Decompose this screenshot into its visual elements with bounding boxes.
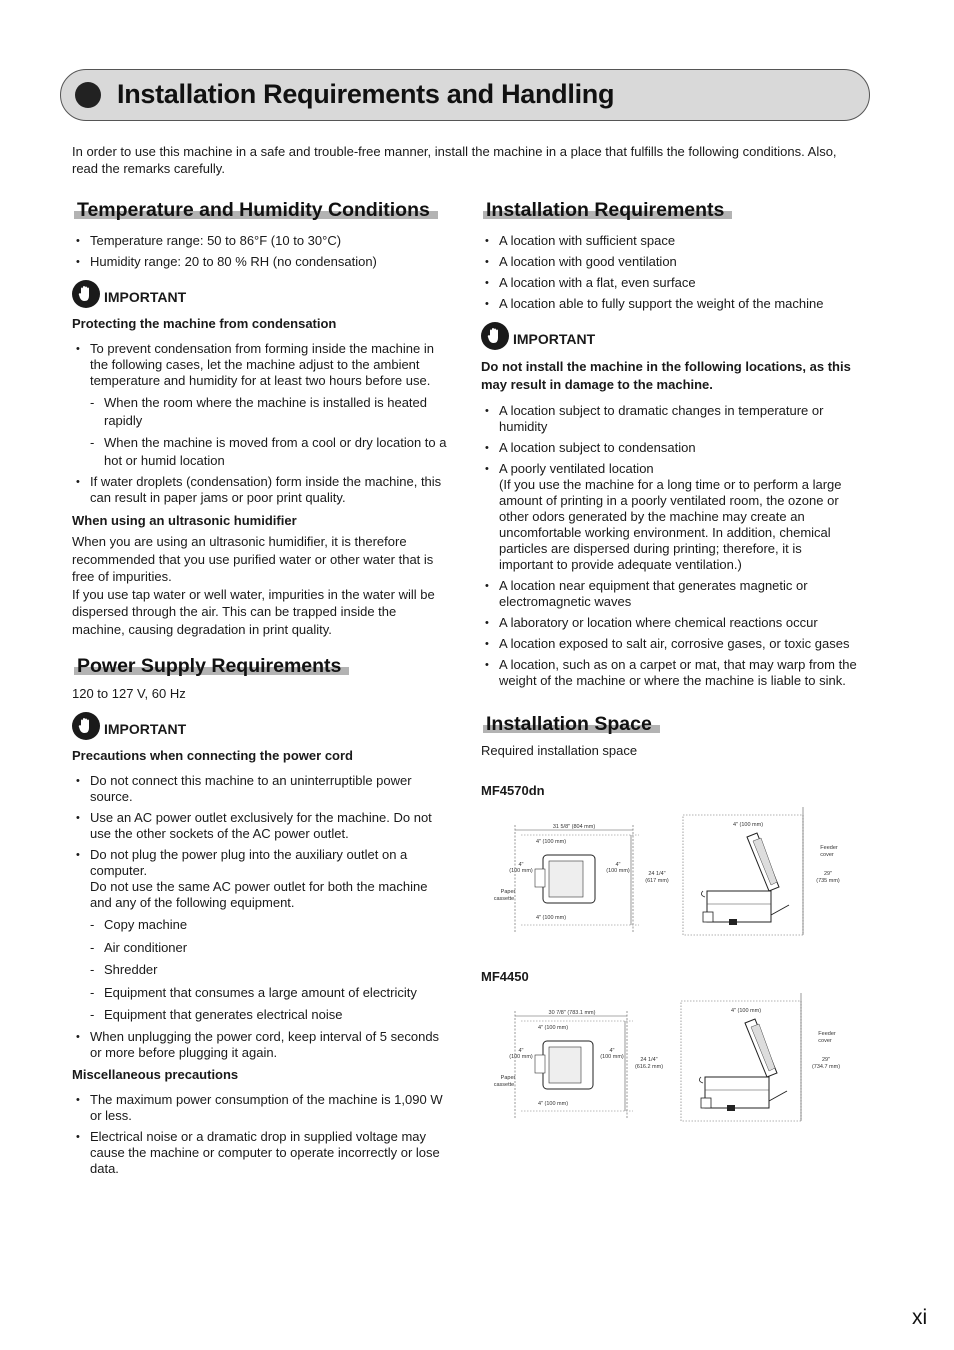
subheading-do-not-install: Do not install the machine in the following locations, as this may result in damage to the machine. [481,359,851,392]
list-item: • A location exposed to salt air, corrosive gases, or toxic gases [481,636,859,652]
width-label: 31 5/8" (804 mm) [552,824,596,830]
feeder-cover-label: Feeder [818,1031,836,1037]
feeder-cover-label: Feeder [820,845,838,851]
model-name-mf4450: MF4450 [481,969,529,984]
dash-item: - Shredder [90,961,450,979]
width-label: 30 7/8" (783.1 mm) [548,1010,596,1016]
condensation-list [72,341,450,506]
list-item-note: (If you use the machine for a long time or to perform a large amount of printing in a poorly ventilated room, the ozone or other odors generated by the machine may create an uncomfortable working environment. In addition, chemical particles are dispersed during printing; therefore, it is important to provide adequate ventilation.) [499,477,842,572]
left-column [72,199,450,1182]
paper-cassette-label: Paper [500,889,516,895]
clearance-right-mm: (100 mm) [606,868,630,874]
right-column [481,199,859,1128]
dash-item: - Copy machine [90,916,450,934]
important-callout [481,322,859,350]
paper-cassette-label-2: cassette [493,896,515,902]
intro-paragraph: In order to use this machine in a safe and trouble-free manner, install the machine in a place that fulfills the following conditions. Also, read the remarks carefully. [72,144,837,176]
paper-cassette-label-2: cassette [493,1082,515,1088]
list-item: • A location subject to dramatic changes in temperature or humidity [481,403,859,435]
list-item: • A location with a flat, even surface [481,275,859,291]
height-label-mm: (735 mm) [816,878,840,884]
list-item: • A location, such as on a carpet or mat, that may warp from the weight of the machine or where the machine is liable to sink. [481,657,859,689]
hand-stop-icon [72,712,100,740]
clearance-right-in: 4" [609,1048,615,1054]
list-item-text: Do not use the same AC power outlet for both the machine and any of the following equipment. [90,879,428,910]
hand-stop-icon [481,322,509,350]
height-label-mm: (734.7 mm) [811,1064,841,1070]
important-callout [72,712,450,740]
list-item: • Temperature range: 50 to 86°F (10 to 30°C) [72,233,450,249]
list-item: • Humidity range: 20 to 80 % RH (no condensation) [72,254,450,270]
dash-list [90,394,450,469]
title-bar [60,69,870,121]
installation-diagram-mf4450 [481,993,861,1128]
power-cord-list [72,773,450,1061]
list-item: • A location with sufficient space [481,233,859,249]
clearance-label-top: 4" (100 mm) [535,839,567,845]
section-heading-temperature: Temperature and Humidity Conditions [72,202,438,219]
feeder-cover-label-2: cover [818,1038,832,1044]
voltage-text: 120 to 127 V, 60 Hz [72,686,186,701]
dash-item: - Air conditioner [90,939,450,957]
paper-cassette-label: Paper [500,1075,516,1081]
model-name-mf4570dn: MF4570dn [481,783,545,798]
list-item: • Use an AC power outlet exclusively for the machine. Do not use the other sockets of the AC power outlet. [72,810,450,842]
humidifier-paragraph-1: When you are using an ultrasonic humidifier, it is therefore recommended that you use purified water or other water that is free of impurities. [72,534,434,584]
page-number: xi [912,1306,928,1329]
clearance-label-side: 4" (100 mm) [732,822,764,828]
humidifier-paragraph-2: If you use tap water or well water, impurities in the water will be dispersed through the air. This can be trapped inside the machine, causing degradation in print quality. [72,586,435,637]
bad-locations-list [481,403,859,689]
list-item-text: • A poorly ventilated location [499,461,654,476]
important-label: IMPORTANT [104,721,187,737]
side-view [681,993,840,1121]
important-label: IMPORTANT [513,331,596,347]
installation-list [481,233,859,312]
list-item: • The maximum power consumption of the machine is 1,090 W or less. [72,1092,450,1124]
misc-list [72,1092,450,1177]
section-heading-installation: Installation Requirements [481,202,732,219]
height-label-in: 29" [823,871,833,877]
clearance-left-mm: (100 mm) [509,868,533,874]
list-item: • Do not connect this machine to an uninterruptible power source. [72,773,450,805]
list-item: • Electrical noise or a dramatic drop in supplied voltage may cause the machine or computer to operate incorrectly or lose data. [72,1129,450,1177]
clearance-label-bottom: 4" (100 mm) [535,915,567,921]
list-item-text: To prevent condensation from forming inside the machine in the following cases, let the machine adjust to the ambient temperature and humidity for at least two hours before use. [90,341,434,388]
side-view [683,807,840,935]
list-item: • A location with good ventilation [481,254,859,270]
list-item: • If water droplets (condensation) form inside the machine, this can result in paper jams or poor print quality. [72,474,450,506]
depth-label-mm: (616.2 mm) [634,1064,664,1070]
list-item-text: • Do not plug the power plug into the auxiliary outlet on a computer. [90,847,408,878]
depth-label-in: 24 1/4" [648,871,666,877]
list-item [72,341,450,469]
list-item: • A location able to fully support the weight of the machine [481,296,859,312]
clearance-label-bottom: 4" (100 mm) [537,1101,569,1107]
depth-label-in: 24 1/4" [640,1057,658,1063]
temperature-list [72,233,450,270]
subheading-power-cord: Precautions when connecting the power cord [72,748,353,763]
dash-item: - When the room where the machine is installed is heated rapidly [90,394,450,429]
important-callout [72,280,450,308]
title-bullet-icon [75,82,101,108]
section-heading-space: Installation Space [481,716,660,733]
section-heading-power: Power Supply Requirements [72,658,349,675]
top-view [494,824,669,932]
clearance-right-in: 4" [615,862,621,868]
required-space-text: Required installation space [481,743,638,758]
list-item [481,461,859,573]
top-view [494,1010,663,1118]
clearance-left-in: 4" [518,1048,524,1054]
list-item: • A location near equipment that generates magnetic or electromagnetic waves [481,578,859,610]
hand-stop-icon [72,280,100,308]
dash-item: - Equipment that consumes a large amount of electricity [90,984,450,1002]
height-label-in: 29" [821,1057,831,1063]
installation-diagram-mf4570dn [481,807,861,942]
clearance-right-mm: (100 mm) [600,1054,624,1060]
list-item [72,847,450,1024]
list-item: • A laboratory or location where chemical reactions occur [481,615,859,631]
subheading-misc: Miscellaneous precautions [72,1066,239,1082]
list-item: • When unplugging the power cord, keep interval of 5 seconds or more before plugging it again. [72,1029,450,1061]
dash-item: - Equipment that generates electrical noise [90,1006,450,1024]
dash-item: - When the machine is moved from a cool or dry location to a hot or humid location [90,434,450,469]
clearance-left-mm: (100 mm) [509,1054,533,1060]
clearance-label-side: 4" (100 mm) [730,1008,762,1014]
clearance-label-top: 4" (100 mm) [537,1025,569,1031]
subheading-humidifier: When using an ultrasonic humidifier [72,513,297,528]
subheading-condensation: Protecting the machine from condensation [72,316,337,331]
clearance-left-in: 4" [518,862,524,868]
dash-list [90,916,450,1024]
feeder-cover-label-2: cover [820,852,834,858]
important-label: IMPORTANT [104,289,187,305]
page-title: Installation Requirements and Handling [117,79,615,109]
depth-label-mm: (617 mm) [645,878,669,884]
list-item: • A location subject to condensation [481,440,859,456]
